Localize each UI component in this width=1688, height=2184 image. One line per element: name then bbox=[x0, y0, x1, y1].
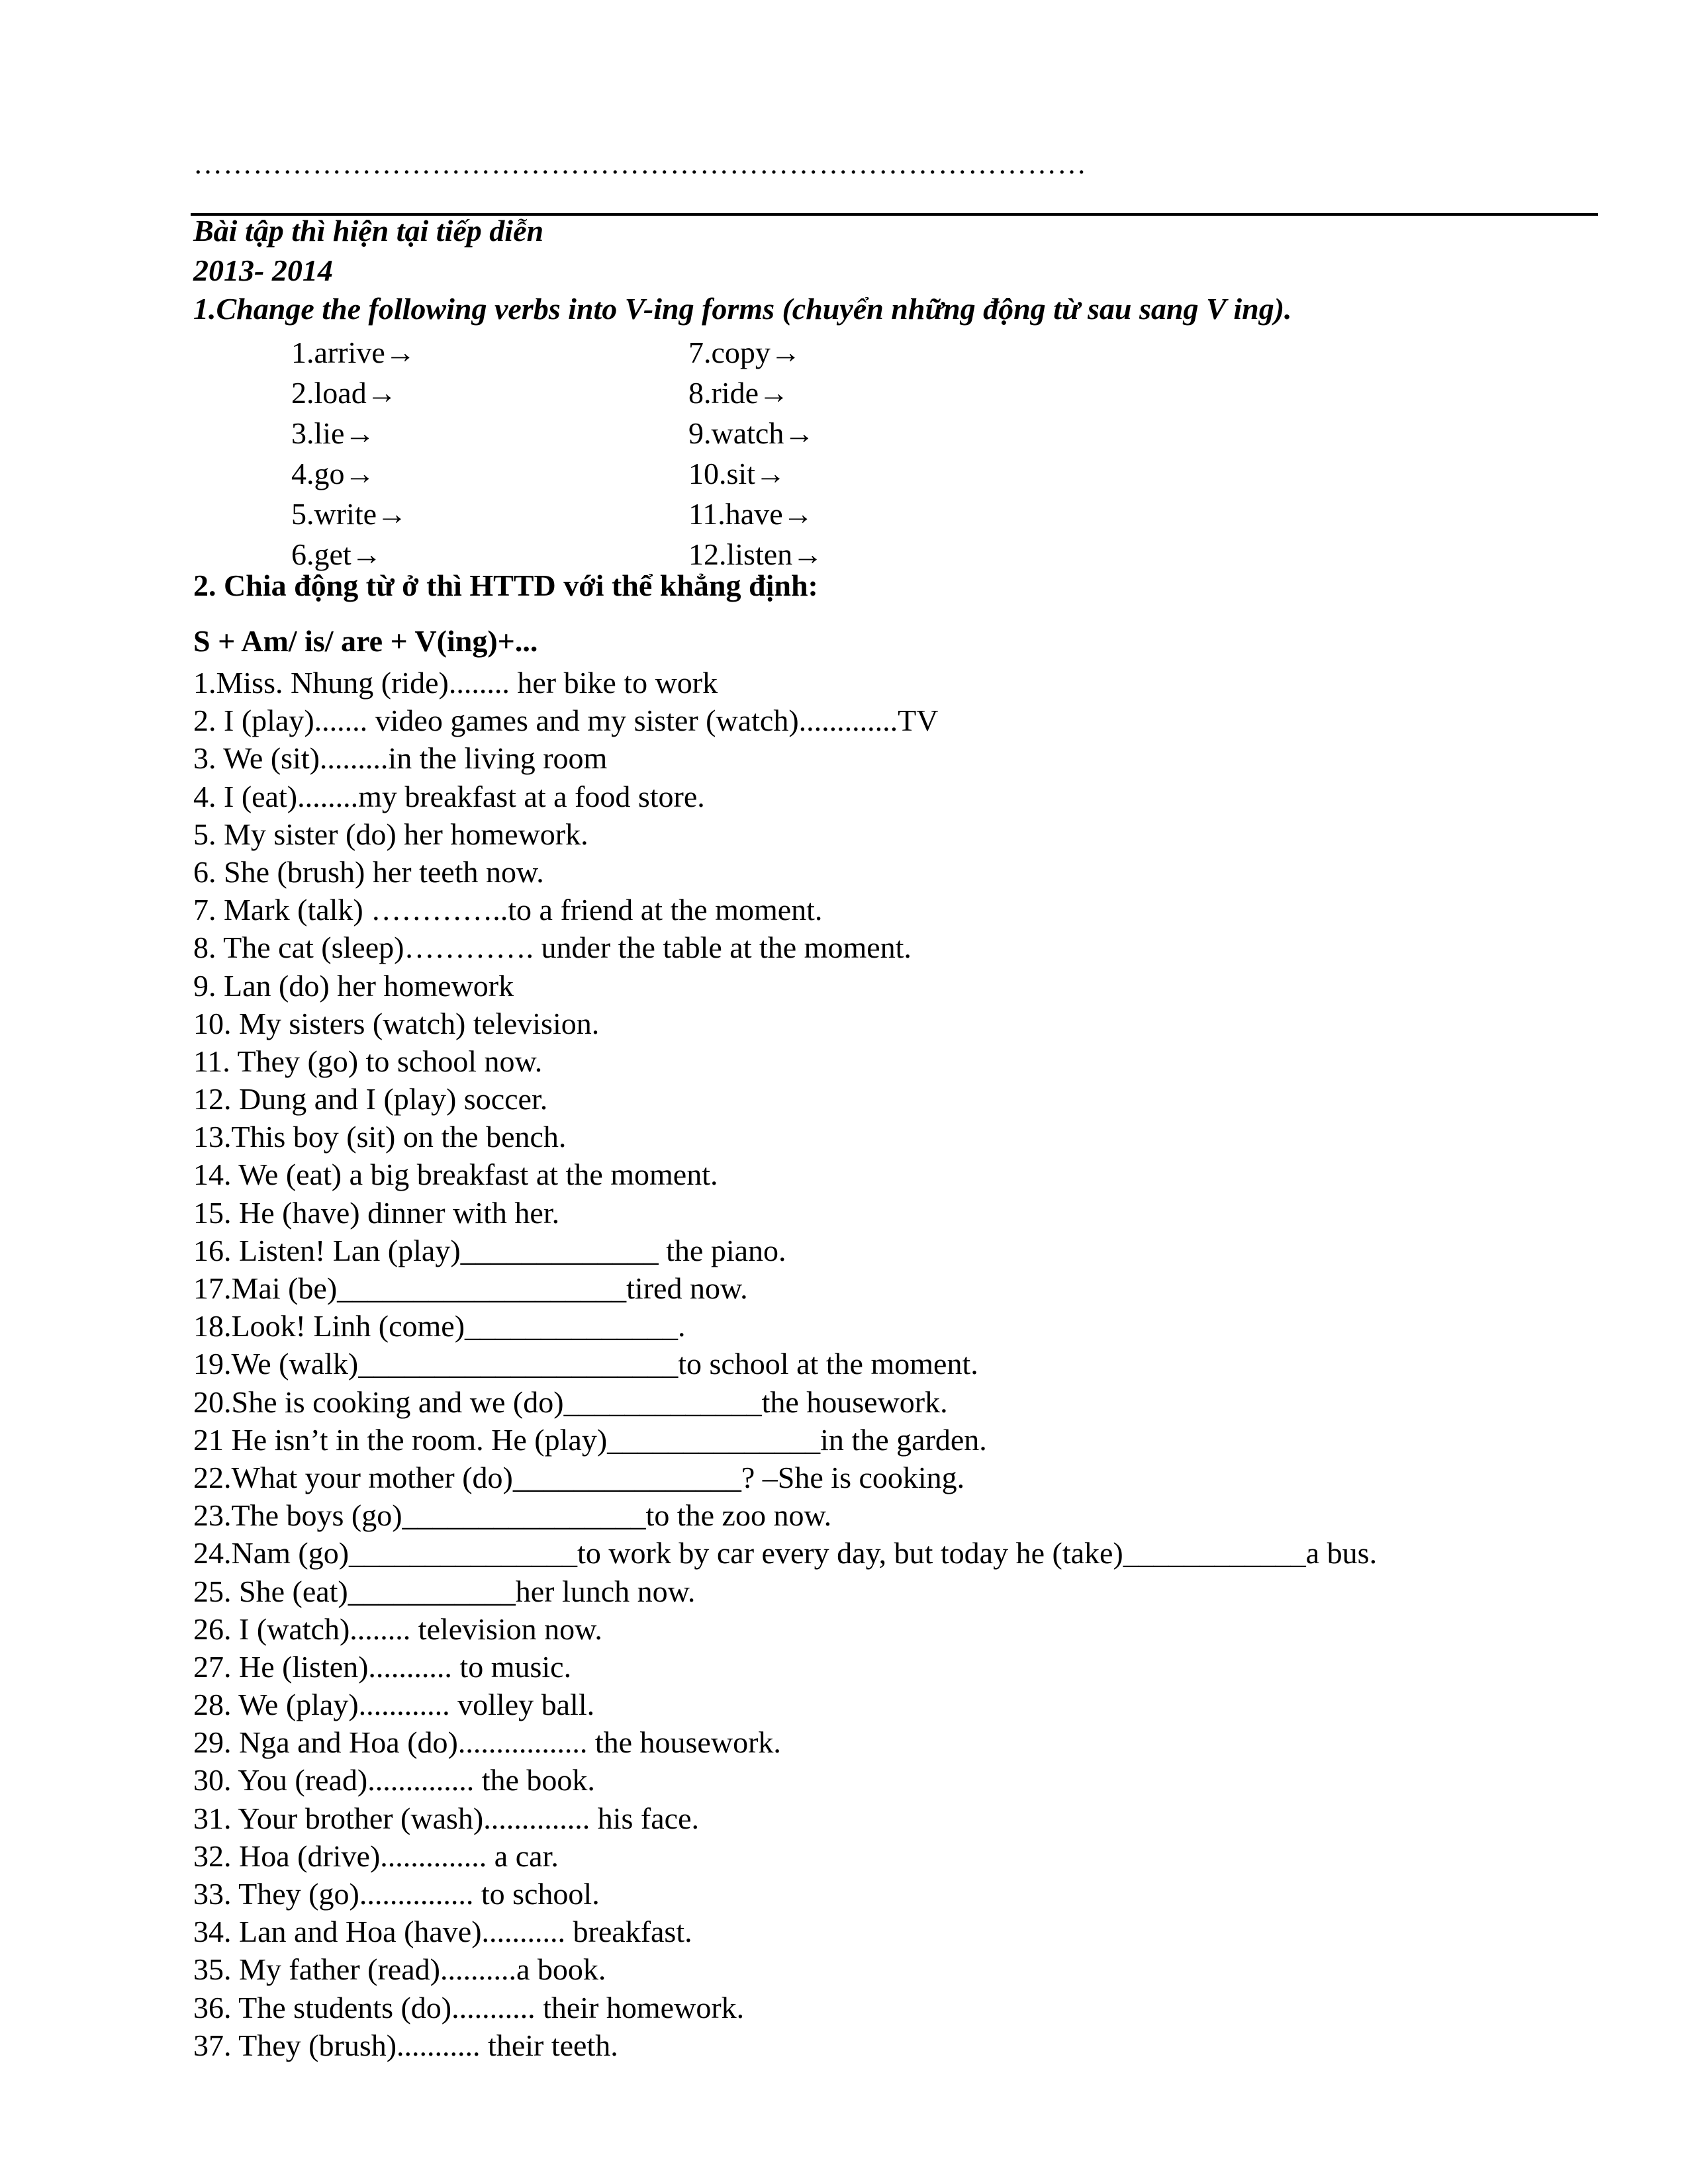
verb-item: 5.write→ bbox=[291, 497, 408, 531]
worksheet-title: Bài tập thì hiện tại tiếp diễn bbox=[193, 214, 544, 248]
exercise-item: 9. Lan (do) her homework bbox=[193, 968, 514, 1003]
section1-heading: 1.Change the following verbs into V-ing forms (chuyển những động từ sau sang V ing). bbox=[193, 292, 1292, 326]
exercise-item: 29. Nga and Hoa (do)................. the housework. bbox=[193, 1725, 781, 1760]
exercise-item: 36. The students (do)........... their homework. bbox=[193, 1990, 745, 2025]
verb-item: 1.arrive→ bbox=[291, 336, 416, 369]
section2-heading: 2. Chia động từ ở thì HTTD với thể khẳng định: bbox=[193, 569, 818, 602]
exercise-item: 8. The cat (sleep)…………. under the table at the moment. bbox=[193, 931, 912, 965]
verb-item: 3.lie→ bbox=[291, 416, 375, 450]
verb-item: 2.load→ bbox=[291, 376, 397, 410]
verb-item: 8.ride→ bbox=[688, 376, 790, 410]
verb-item: 10.sit→ bbox=[688, 457, 786, 490]
exercise-item: 32. Hoa (drive).............. a car. bbox=[193, 1839, 559, 1873]
verb-item: 4.go→ bbox=[291, 457, 375, 490]
exercise-item: 12. Dung and I (play) soccer. bbox=[193, 1082, 548, 1116]
exercise-item: 4. I (eat)........my breakfast at a food store. bbox=[193, 779, 705, 813]
exercise-item: 2. I (play)....... video games and my sister (watch).............TV bbox=[193, 704, 939, 738]
exercise-item: 17.Mai (be)___________________tired now. bbox=[193, 1271, 748, 1305]
exercise-item: 31. Your brother (wash).............. his face. bbox=[193, 1801, 699, 1835]
exercise-item: 10. My sisters (watch) television. bbox=[193, 1006, 600, 1040]
worksheet-year: 2013- 2014 bbox=[193, 253, 333, 287]
verb-item: 11.have→ bbox=[688, 497, 814, 531]
exercise-item: 27. He (listen)........... to music. bbox=[193, 1649, 572, 1684]
exercise-item: 28. We (play)............ volley ball. bbox=[193, 1688, 595, 1722]
exercise-item: 24.Nam (go)_______________to work by car every day, but today he (take)____________a bus. bbox=[193, 1536, 1378, 1570]
exercise-item: 23.The boys (go)________________to the zoo now. bbox=[193, 1498, 832, 1533]
exercise-item: 19.We (walk)_____________________to school at the moment. bbox=[193, 1347, 978, 1381]
exercise-item: 35. My father (read)..........a book. bbox=[193, 1952, 606, 1987]
top-dotted-line: ……………………………………………………………………………… bbox=[193, 148, 1087, 180]
exercise-item: 18.Look! Linh (come)______________. bbox=[193, 1309, 686, 1343]
exercise-item: 25. She (eat)___________her lunch now. bbox=[193, 1574, 696, 1608]
exercise-item: 30. You (read).............. the book. bbox=[193, 1763, 595, 1797]
exercise-item: 16. Listen! Lan (play)_____________ the piano. bbox=[193, 1233, 786, 1267]
verb-item: 12.listen→ bbox=[688, 537, 823, 571]
exercise-item: 5. My sister (do) her homework. bbox=[193, 817, 588, 851]
verb-item: 7.copy→ bbox=[688, 336, 801, 369]
verb-item: 9.watch→ bbox=[688, 416, 815, 450]
exercise-item: 33. They (go)............... to school. bbox=[193, 1877, 600, 1911]
exercise-item: 11. They (go) to school now. bbox=[193, 1044, 543, 1078]
exercise-item: 7. Mark (talk) …………..to a friend at the moment. bbox=[193, 893, 823, 927]
exercise-item: 6. She (brush) her teeth now. bbox=[193, 854, 544, 889]
exercise-item: 22.What your mother (do)_______________? –She is cooking. bbox=[193, 1460, 965, 1494]
exercise-item: 20.She is cooking and we (do)_____________the housework. bbox=[193, 1385, 948, 1419]
exercise-item: 26. I (watch)........ television now. bbox=[193, 1612, 602, 1646]
verb-item: 6.get→ bbox=[291, 537, 382, 571]
exercise-item: 15. He (have) dinner with her. bbox=[193, 1195, 560, 1230]
exercise-item: 13.This boy (sit) on the bench. bbox=[193, 1120, 567, 1154]
exercise-item: 34. Lan and Hoa (have)........... breakfast. bbox=[193, 1915, 692, 1949]
exercise-item: 14. We (eat) a big breakfast at the moment. bbox=[193, 1158, 718, 1192]
exercise-list bbox=[193, 664, 1377, 2064]
exercise-item: 37. They (brush)........... their teeth. bbox=[193, 2028, 618, 2062]
exercise-item: 3. We (sit).........in the living room bbox=[193, 741, 608, 776]
formula: S + Am/ is/ are + V(ing)+... bbox=[193, 624, 538, 658]
exercise-item: 21 He isn’t in the room. He (play)______________in the garden. bbox=[193, 1422, 987, 1457]
exercise-item: 1.Miss. Nhung (ride)........ her bike to work bbox=[193, 666, 718, 700]
